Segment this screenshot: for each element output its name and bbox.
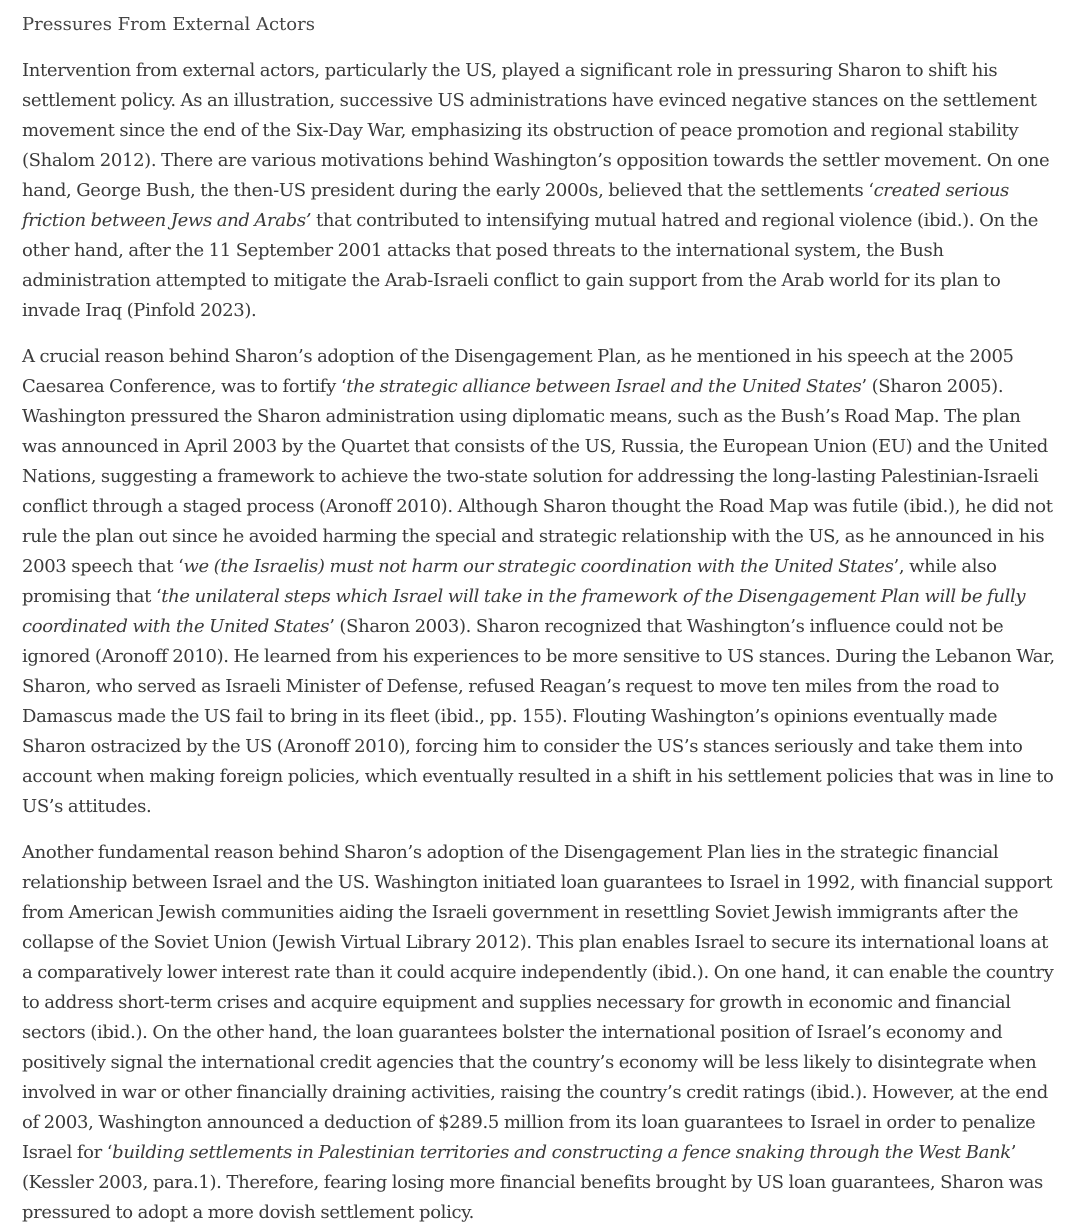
text-segment: that contributed to intensifying mutual hatred and regional violence (ibid.). On the other hand, after the 11 September 2001 attacks that posed threats to the international system, the Bush administration attempted to mitigate the Arab-Israeli conflict to gain support from the Arab world for its plan to invade Iraq (Pinfold 2023).	[22, 210, 1039, 321]
text-segment: A crucial reason behind Sharon’s adoption of the Disengagement Plan, as he mentioned in his speech at the 2005 Caesarea Conference, was to fortify ‘	[22, 346, 1014, 397]
unilateral-steps-quote: the unilateral steps which Israel will take in the framework of the Disengagement Plan will be fully coordinated with the United States	[22, 586, 1026, 637]
text-segment: ’, while also promising that ‘	[22, 556, 997, 607]
text-segment: ’ (Sharon 2005). Washington pressured the Sharon administration using diplomatic means, such as the Bush’s Road Map. The plan was announced in April 2003 by the Quartet that consists of the US, Russia, the European Union (EU) and the United Nations, suggesting a framework to achieve the two-state solution for addressing the long-lasting Palestinian-Israeli conflict through a staged process (Aronoff 2010). Although Sharon thought the Road Map was futile (ibid.), he did not rule the plan out since he avoided harming the special and strategic relationship with the US, as he announced in his 2003 speech that ‘	[22, 376, 1053, 577]
kessler-quote: building settlements in Palestinian territories and constructing a fence snaking through the West Bank	[112, 1142, 1011, 1163]
paragraph-disengagement-alliance	[22, 342, 1058, 822]
paragraph-financial-relationship	[22, 838, 1058, 1228]
paragraph-us-motivations	[22, 56, 1058, 326]
bush-quote: created serious friction between Jews and Arabs’	[22, 180, 1009, 231]
coordination-quote: we (the Israelis) must not harm our strategic coordination with the United States	[183, 556, 894, 577]
text-segment: Another fundamental reason behind Sharon’s adoption of the Disengagement Plan lies in the strategic financial relationship between Israel and the US. Washington initiated loan guarantees to Israel in 1992, with financial support from American Jewish communities aiding the Israeli government in resettling Soviet Jewish immigrants after the collapse of the Soviet Union (Jewish Virtual Library 2012). This plan enables Israel to secure its international loans at a comparatively lower interest rate than it could acquire independently (ibid.). On one hand, it can enable the country to address short-term crises and acquire equipment and supplies necessary for growth in economic and financial sectors (ibid.). On the other hand, the loan guarantees bolster the international position of Israel’s economy and positively signal the international credit agencies that the country’s economy will be less likely to disintegrate when involved in war or other financially draining activities, raising the country’s credit ratings (ibid.). However, at the end of 2003, Washington announced a deduction of $289.5 million from its loan guarantees to Israel in order to penalize Israel for ‘	[22, 842, 1054, 1163]
text-segment: ’ (Kessler 2003, para.1). Therefore, fearing losing more financial benefits brought by US loan guarantees, Sharon was pressured to adopt a more dovish settlement policy.	[22, 1142, 1043, 1223]
text-segment: Intervention from external actors, particularly the US, played a significant role in pressuring Sharon to shift his settlement policy. As an illustration, successive US administrations have evinced negative stances on the settlement movement since the end of the Six-Day War, emphasizing its obstruction of peace promotion and regional stability (Shalom 2012). There are various motivations behind Washington’s opposition towards the settler movement. On one hand, George Bush, the then-US president during the early 2000s, believed that the settlements ‘	[22, 60, 1050, 201]
text-segment: ’ (Sharon 2003). Sharon recognized that Washington’s influence could not be ignored (Aronoff 2010). He learned from his experiences to be more sensitive to US stances. During the Lebanon War, Sharon, who served as Israeli Minister of Defense, refused Reagan’s request to move ten miles from the road to Damascus made the US fail to bring in its fleet (ibid., pp. 155). Flouting Washington’s opinions eventually made Sharon ostracized by the US (Aronoff 2010), forcing him to consider the US’s stances seriously and take them into account when making foreign policies, which eventually resulted in a shift in his settlement policies that was in line to US’s attitudes.	[22, 616, 1055, 817]
caesarea-quote: the strategic alliance between Israel and the United States	[346, 376, 862, 397]
section-heading: Pressures From External Actors	[22, 14, 315, 35]
